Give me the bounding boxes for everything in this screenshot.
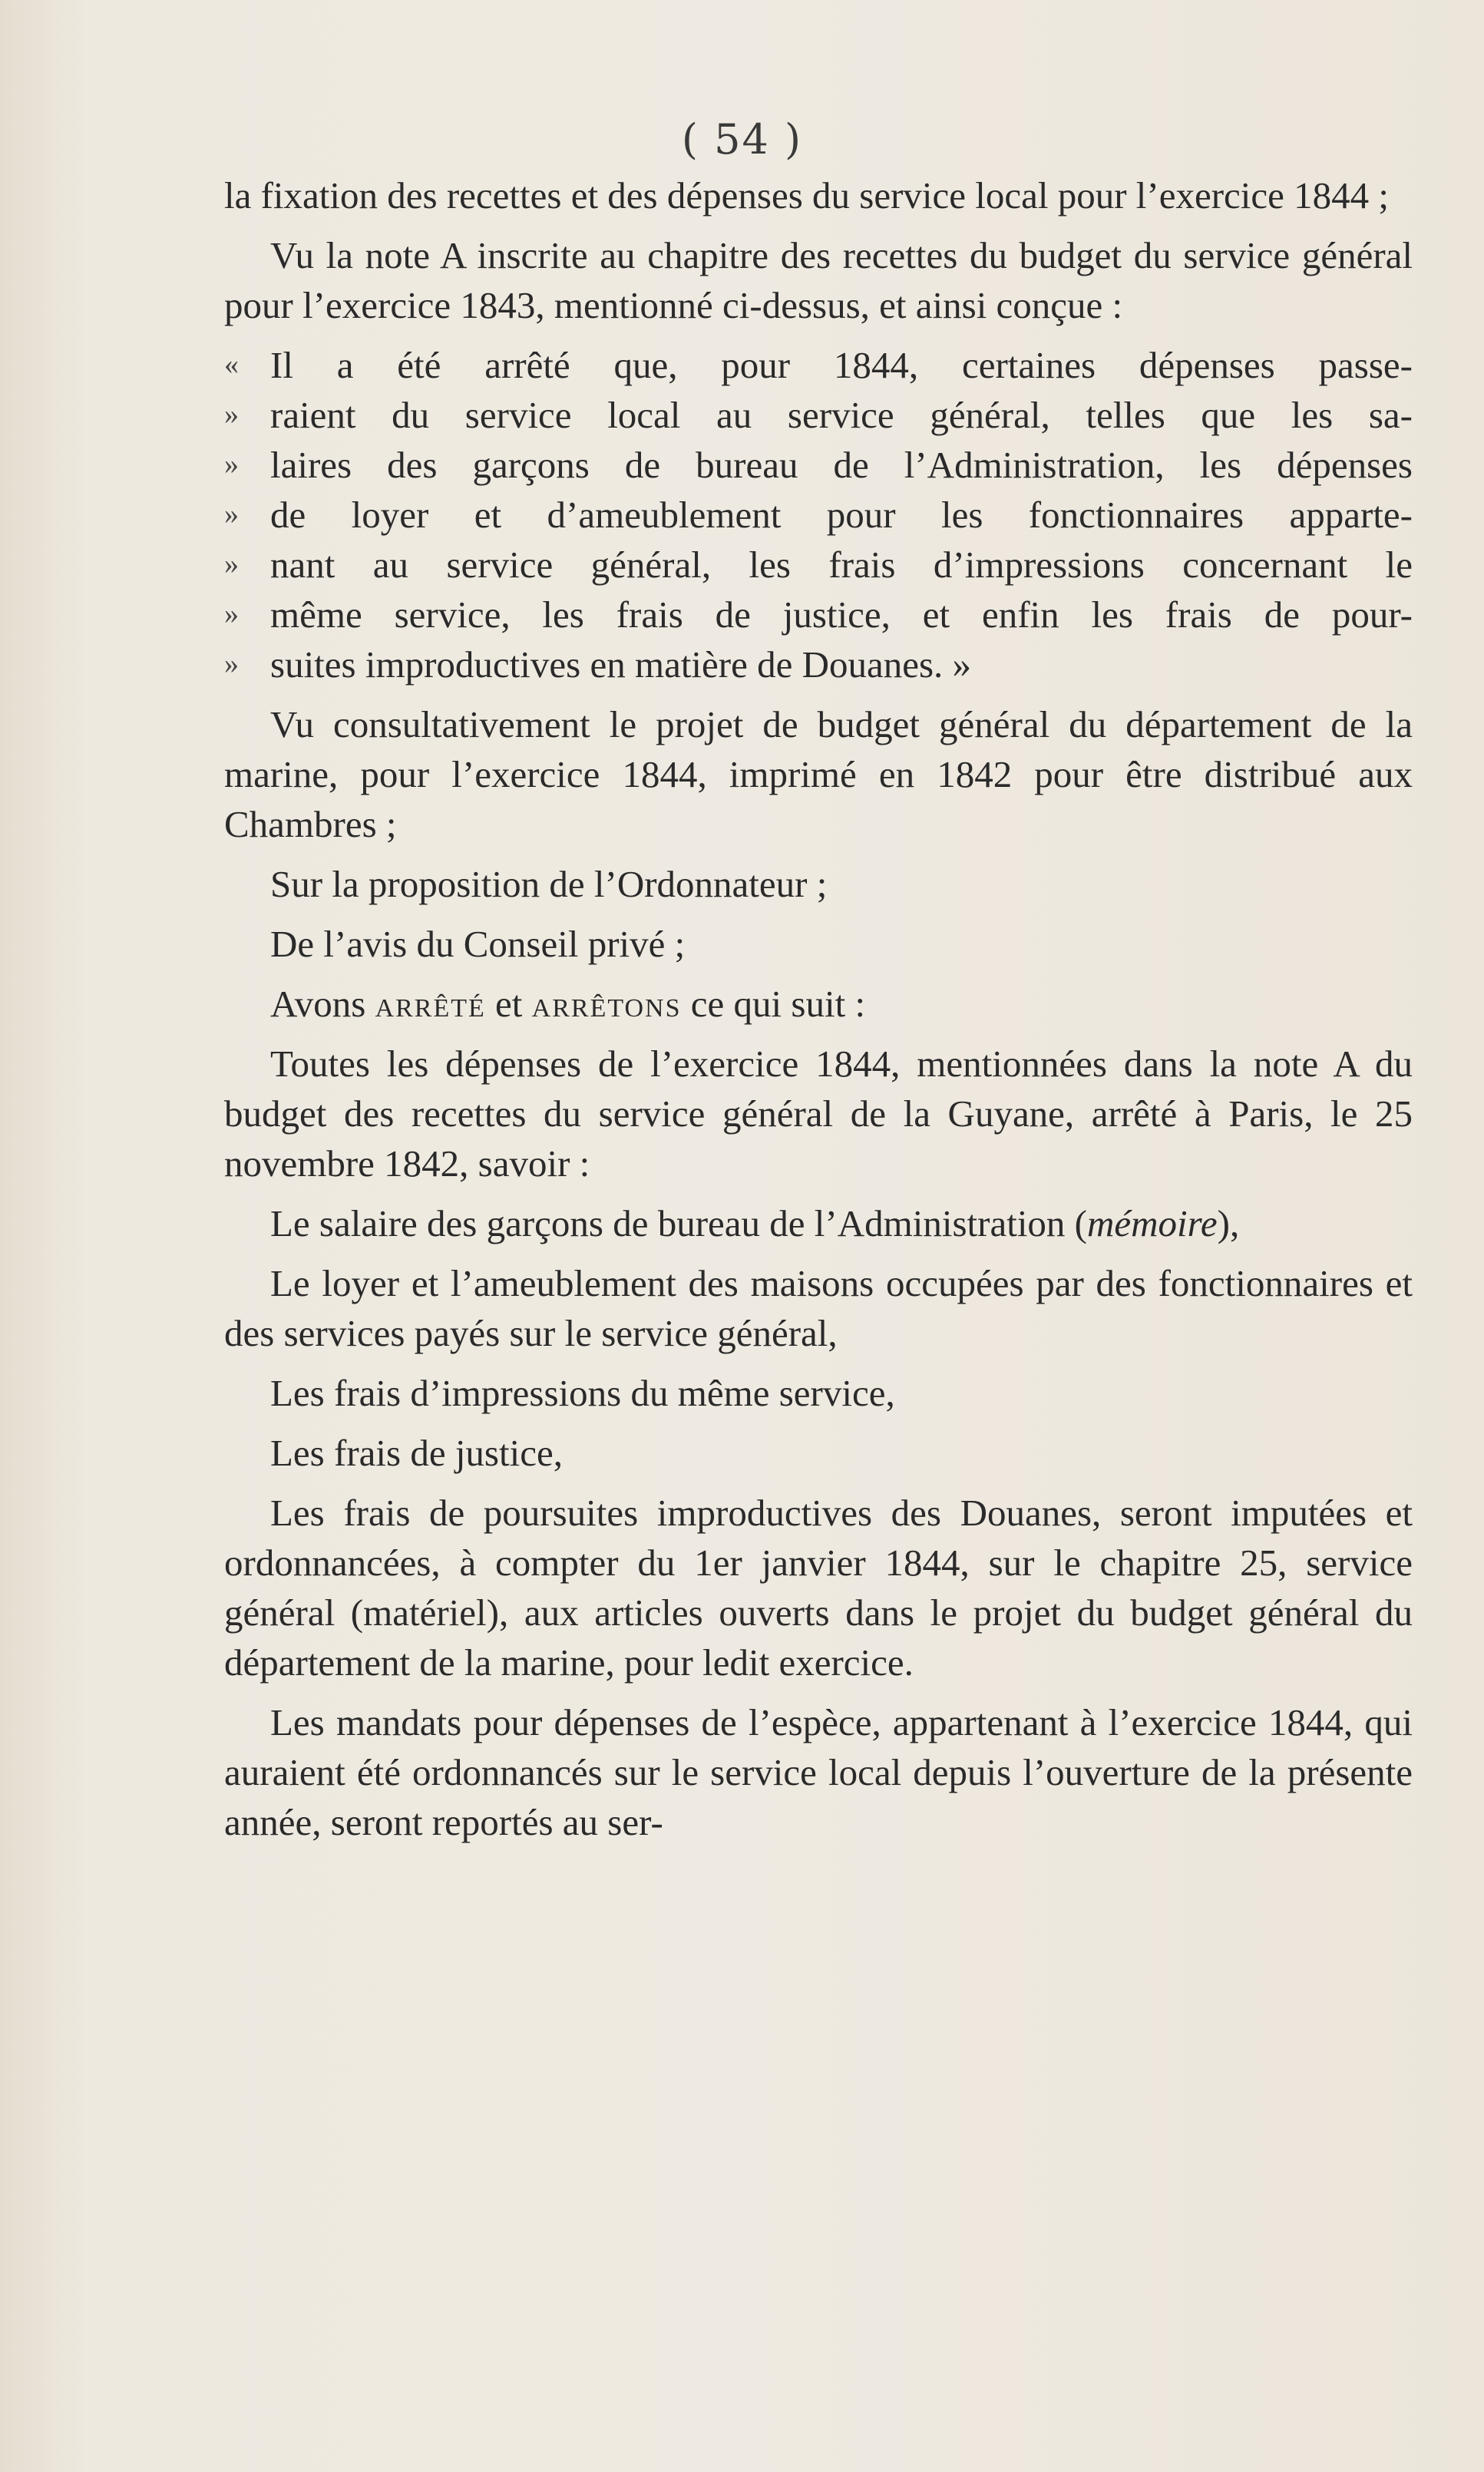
quote-line: » même service, les frais de justice, et enfin les frais de pour-	[270, 590, 1413, 639]
guillemet-mark: »	[224, 448, 239, 481]
paragraph-note-a: Vu la note A inscrite au chapitre des recettes du budget du service général pour l’exercice 1843, mentionné ci-dessus, et ainsi conçue :	[224, 234, 1413, 326]
guillemet-mark: »	[224, 648, 239, 680]
paragraph-projet-budget: Vu consultativement le projet de budget général du département de la marine, pour l’exercice 1844, imprimé en 1842 pour être distribué aux Chambres ;	[224, 703, 1413, 845]
quote-line: » nant au service général, les frais d’impressions concernant le	[270, 540, 1413, 590]
quote-line: « Il a été arrêté que, pour 1844, certaines dépenses passe-	[270, 340, 1413, 390]
paragraph-mandats: Les mandats pour dépenses de l’espèce, appartenant à l’exercice 1844, qui auraient été ordonnancés sur le service local depuis l’ouverture de la présente année, seront reportés au ser-	[224, 1701, 1413, 1843]
quote-line: » laires des garçons de bureau de l’Administration, les dépenses	[270, 440, 1413, 490]
guillemet-mark: »	[224, 398, 239, 431]
document-body	[224, 170, 1413, 1847]
page-number: ( 54 )	[681, 115, 803, 164]
quote-line: » de loyer et d’ameublement pour les fonctionnaires apparte-	[270, 490, 1413, 540]
paragraph-avis: De l’avis du Conseil privé ;	[270, 923, 686, 965]
guillemet-mark: »	[224, 598, 239, 630]
paragraph-depenses: Toutes les dépenses de l’exercice 1844, mentionnées dans la note A du budget des recettes du service général de la Guyane, arrêté à Paris, le 25 novembre 1842, savoir :	[224, 1043, 1413, 1185]
paragraph-arrete: Avons arrêté et arrêtons ce qui suit :	[270, 983, 866, 1025]
quote-line: » suites improductives en matière de Douanes. »	[270, 639, 1413, 689]
paragraph-poursuites: Les frais de poursuites improductives des Douanes, seront imputées et ordonnancées, à compter du 1er janvier 1844, sur le chapitre 25, service général (matériel), aux articles ouverts dans le projet du budget général du département de la marine, pour ledit exercice.	[224, 1492, 1413, 1684]
paragraph-impressions: Les frais d’impressions du même service,	[270, 1372, 895, 1414]
paragraph-fixation: la fixation des recettes et des dépenses du service local pour l’exercice 1844 ;	[224, 174, 1390, 216]
opening-guillemet: «	[224, 349, 239, 381]
quoted-note	[224, 340, 1413, 689]
quote-line: » raient du service local au service général, telles que les sa-	[270, 390, 1413, 440]
paragraph-proposition: Sur la proposition de l’Ordonnateur ;	[270, 863, 828, 905]
guillemet-mark: »	[224, 548, 239, 580]
paragraph-justice: Les frais de justice,	[270, 1432, 563, 1474]
guillemet-mark: »	[224, 498, 239, 530]
paragraph-salaire: Le salaire des garçons de bureau de l’Administration (mémoire),	[270, 1202, 1240, 1244]
paragraph-loyer: Le loyer et l’ameublement des maisons occupées par des fonctionnaires et des services payés sur le service général,	[224, 1262, 1413, 1354]
